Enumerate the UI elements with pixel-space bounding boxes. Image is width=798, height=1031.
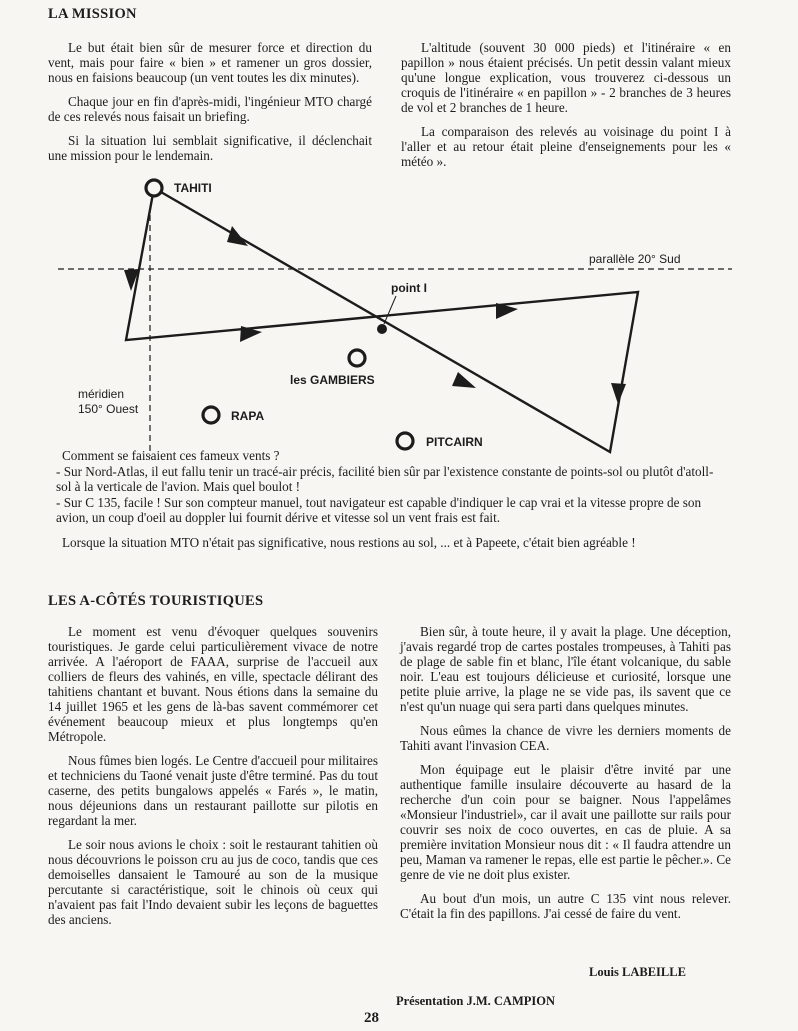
answer-c135: - Sur C 135, facile ! Sur son compteur manuel, tout navigateur est capable d'indiquer le cap vrai et la vitesse propre de son avion, un coup d'oeil au doppler lui fournit dérive et vitesse sol un vent frais est fait. xyxy=(56,494,702,525)
gambiers-label: les GAMBIERS xyxy=(290,373,375,387)
paragraph: Nous fûmes bien logés. Le Centre d'accueil pour militaires et techniciens du Taoné venait juste d'être terminé. Pas du tout caserne, des petits bungalows appelés « Farés », le matin, nous déjeunions dans un restaurant paillotte sur pilotis en regardant la mer. xyxy=(48,753,378,828)
section-title-mission: LA MISSION xyxy=(48,6,137,22)
parallel-label: parallèle 20° Sud xyxy=(589,252,681,266)
page-number: 28 xyxy=(364,1010,379,1026)
point-i-leader xyxy=(384,296,396,324)
paragraph: Le soir nous avions le choix : soit le restaurant tahitien où nous découvrions le poisson cru au jus de coco, tandis que ces demoiselles dansaient le Tamouré au son de la musique percutante si caractéristique, soit le chinois où ceux qui n'avaient pas fait l'Indo devaient subir les leçons de baguettes des anciens. xyxy=(48,837,378,927)
rapa-island-icon xyxy=(203,407,219,423)
paragraph: Le moment est venu d'évoquer quelques souvenirs touristiques. Je garde celui particulièrement vivace de notre arrivée. A l'aéroport de FAAA, surprise de l'accueil aux colliers de fleurs des vahinés, en ville, spectacle délirant des tahitiens chantant et buvant. Nous étions dans la semaine du 14 juillet 1965 et les gens de là-bas savent commémorer cet événement beaucoup mieux et plus longtemps qu'en Métropole. xyxy=(48,624,378,744)
paragraph: Au bout d'un mois, un autre C 135 vint nous relever. C'était la fin des papillons. J'ai cessé de faire du vent. xyxy=(400,891,731,921)
tahiti-label: TAHITI xyxy=(174,181,212,195)
answer-nord-atlas: - Sur Nord-Atlas, il eut fallu tenir un tracé-air précis, facilité bien sûr par l'existence constante de points-sol ou plutôt d'atoll-sol à la verticale de l'avion. Mais quel boulot ! xyxy=(56,463,714,494)
mission-left-column xyxy=(48,40,372,172)
qa-block xyxy=(56,448,728,550)
paragraph: Le but était bien sûr de mesurer force et direction du vent, mais pour faire « bien » et ramener un gros dossier, nous en faisions beaucoup (un vent toutes les dix minutes). xyxy=(48,40,372,85)
author-signature: Louis LABEILLE xyxy=(589,965,686,979)
route-arrow xyxy=(452,372,476,388)
point-i-marker xyxy=(377,324,387,334)
pitcairn-island-icon xyxy=(397,433,413,449)
paragraph: Chaque jour en fin d'après-midi, l'ingénieur MTO chargé de ces relevés nous faisait un briefing. xyxy=(48,94,372,124)
rapa-label: RAPA xyxy=(231,409,265,423)
route-arrow xyxy=(496,303,518,319)
question-text: Comment se faisaient ces fameux vents ? xyxy=(62,448,280,463)
paragraph: Nous eûmes la chance de vivre les derniers moments de Tahiti avant l'invasion CEA. xyxy=(400,723,731,753)
touristic-left-column xyxy=(48,624,378,936)
route-arrow xyxy=(227,226,248,246)
paragraph: L'altitude (souvent 30 000 pieds) et l'itinéraire « en papillon » nous étaient précisés. Un petit dessin valant mieux qu'une longue explication, vous trouverez ci-dessous un croquis de l'itinéraire « en papillon » - 2 branches de 3 heures de vol et 2 branches de 1 heure. xyxy=(401,40,731,115)
presentation-credit: Présentation J.M. CAMPION xyxy=(396,994,555,1008)
route-arrow xyxy=(124,269,139,291)
tahiti-island-icon xyxy=(146,180,162,196)
closing-paragraph: Lorsque la situation MTO n'était pas significative, nous restions au sol, ... et à Papeete, c'était bien agréable ! xyxy=(62,534,636,550)
route-arrow xyxy=(240,326,262,342)
paragraph: Bien sûr, à toute heure, il y avait la plage. Une déception, j'avais regardé trop de cartes postales trompeuses, à Tahiti pas de plage de sable fin et blanc, l'île étant volcanique, du sable noir. L'eau est toujours délicieuse et curiosité, lorsque une petite pluie arrive, la plage ne se vide pas, ils savent que ce n'est qu'un nuage qui sera parti dans quelques minutes. xyxy=(400,624,731,714)
route-path xyxy=(126,188,638,452)
point-i-label: point I xyxy=(391,281,427,295)
section-title-touristiques: LES A-CÔTÉS TOURISTIQUES xyxy=(48,593,264,609)
meridian-label: 150° Ouest xyxy=(78,402,139,416)
paragraph: La comparaison des relevés au voisinage du point I à l'aller et au retour était pleine d'enseignements pour les « météo ». xyxy=(401,124,731,169)
route-arrow xyxy=(611,383,626,404)
pitcairn-label: PITCAIRN xyxy=(426,435,483,449)
touristic-right-column xyxy=(400,624,731,930)
meridian-label: méridien xyxy=(78,387,125,401)
mission-right-column xyxy=(401,40,731,178)
paragraph: Mon équipage eut le plaisir d'être invité par une authentique famille insulaire découverte au hasard de la recherche d'un coin pour se baigner. Nous l'appelâmes «Monsieur l'industriel», car il avait une paillotte sur rails pour couvrir ses noix de coco ouvertes, en cas de pluie. A sa première invitation Monsieur nous dit : « Il faudra attendre un peu, Maman va ramener le repas, elle est partie le pêcher.». Ce genre de vie ne doit plus exister. xyxy=(400,762,731,882)
gambiers-island-icon xyxy=(349,350,365,366)
paragraph: Si la situation lui semblait significative, il déclenchait une mission pour le lendemain. xyxy=(48,133,372,163)
